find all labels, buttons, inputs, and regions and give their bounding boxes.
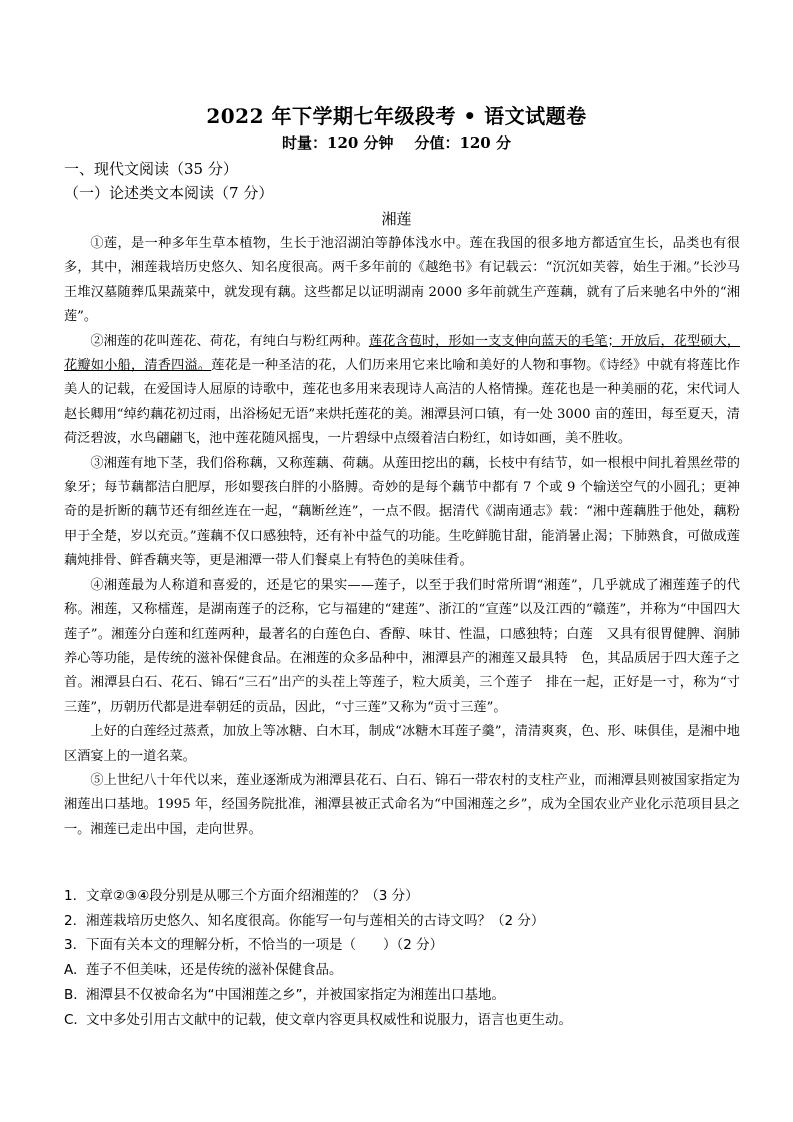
paragraph-2-underlined-sentence: 莲花含苞时，形如一支支伸向蓝天的毛笔；开放后，花型硕大，花瓣如小船，清香四溢。 <box>64 333 741 374</box>
paragraph-2-start: ②湘莲的花叫莲花、荷花，有纯白与粉红两种。 <box>90 333 369 349</box>
question-1 <box>64 884 740 909</box>
option-c-text: 文中多处引用古文献中的记载，使文章内容更具权威性和说服力，语言也更生动。 <box>86 1011 572 1028</box>
option-b <box>64 983 740 1008</box>
paragraph-5: ⑤上世纪八十年代以来，莲业逐渐成为湘潭县花石、白石、锦石一带农村的支柱产业，而湘潭县则被国家指定为湘莲出口基地。1995 年，经国务院批准，湘潭县被正式命名为“中国湘莲之乡”，成为全国农业产业化示范项目县之一。湘莲已走出中国，走向世界。 <box>64 772 740 837</box>
question-2-text: 湘莲栽培历史悠久、知名度很高。你能写一句与莲相关的古诗文吗？（2 分） <box>86 912 545 929</box>
paragraph-3: ③湘莲有地下茎，我们俗称藕，又称莲藕、荷藕。从莲田挖出的藕，长枝中有结节，如一根根中间扎着黑丝带的象牙；每节藕都洁白肥厚，形如婴孩白胖的小胳膊。奇妙的是每个藕节中都有 7 个或 9 个输送空气的小圆孔；更神奇的是折断的藕节还有细丝连在一起，“藕断丝连”，一点不假。据清代《湖南通志》载：“湘中莲藕胜于他处，藕粉甲于全楚，岁以充贡。”莲藕不仅口感独特，还有补中益气的功能。生吃鲜脆甘甜，能消暑止渴；下肺熟食，可做成莲藕炖排骨、鲜香藕夹等，更是湘潭一带人们餐桌上有特色的美味佳肴。 <box>64 455 740 569</box>
option-b-letter: B. <box>64 986 78 1003</box>
question-list <box>64 884 740 1032</box>
question-3-number: 3. <box>64 937 77 954</box>
exam-title: 2022 年下学期七年级段考 • 语文试题卷 <box>206 104 587 128</box>
question-2-number: 2. <box>64 912 77 929</box>
article-body <box>64 232 740 842</box>
paragraph-1: ①莲，是一种多年生草本植物，生长于池沼湖泊等静体浅水中。莲在我国的很多地方都适宜生长，品类也有很多，其中，湘莲栽培历史悠久、知名度很高。两千多年前的《越绝书》有记载云：“沉沉如芙蓉，始生于湘。”长沙马王堆汉墓随葬瓜果蔬菜中，就发现有藕。这些都足以证明湖南 2000 多年前就生产莲藕，就有了后来驰名中外的“湘莲”。 <box>64 236 740 325</box>
option-a <box>64 958 740 983</box>
paragraph-2-end: 莲花是一种圣洁的花，人们历来用它来比喻和美好的人物和事物。《诗经》中就有将莲比作美人的记载，在爱国诗人屈原的诗歌中，莲花也多用来表现诗人高洁的人格情操。莲花也是一种美丽的花，宋代词人赵长卿用“绰约藕花初过雨，出浴杨妃无语”来烘托莲花的美。湘潭县河口镇，有一处 3000 亩的莲田，每至夏天，清荷泛碧波，水鸟翩翩飞，池中莲花随风摇曳，一片碧绿中点缀着洁白粉红，如诗如画，美不胜收。 <box>64 358 741 447</box>
option-a-letter: A. <box>64 962 78 979</box>
article-title: 湘莲 <box>381 210 412 228</box>
option-c-letter: C. <box>64 1011 78 1028</box>
option-b-text: 湘潭县不仅被命名为“中国湘莲之乡”，并被国家指定为湘莲出口基地。 <box>86 986 505 1003</box>
question-1-number: 1. <box>64 888 77 904</box>
paragraph-4-continued: 上好的白莲经过蒸煮，加放上等冰糖、白木耳，制成“冰糖木耳莲子羹”，清清爽爽，色、形、味俱佳，是湘中地区酒宴上的一道名菜。 <box>64 724 740 764</box>
subsection-heading-argumentative: （一）论述类文本阅读（7 分） <box>64 184 274 202</box>
option-c <box>64 1008 740 1033</box>
question-3-text: 下面有关本文的理解分析，不恰当的一项是（ ）（2 分） <box>86 937 444 954</box>
section-heading-reading: 一、现代文阅读（35 分） <box>64 160 238 178</box>
paragraph-2 <box>64 330 740 452</box>
question-2 <box>64 909 740 934</box>
option-a-text: 莲子不但美味，还是传统的滋补保健食品。 <box>86 962 343 979</box>
exam-time-score: 时量：120 分钟 分值：120 分 <box>282 134 511 152</box>
question-1-text: 文章②③④段分别是从哪三个方面介绍湘莲的？（3 分） <box>86 888 419 904</box>
paragraph-4: ④湘莲最为人称道和喜爱的，还是它的果实——莲子，以至于我们时常所谓“湘莲”，几乎就成了湘莲莲子的代称。湘莲，又称檑莲，是湖南莲子的泛称，它与福建的“建莲”、浙江的“宣莲”以及江西的“赣莲”，并称为“中国四大莲子”。湘莲分白莲和红莲两种，最著名的白莲色白、香醇、味甘、性温，口感独特；白莲 又具有很胃健脾、润肺养心等功能，是传统的滋补保健食品。在湘莲的众多品种中，湘潭县产的湘莲又最具特 色，其品质居于四大莲子之首。湘潭县白石、花石、锦石“三石”出产的头茬上等莲子，粒大质美，三个莲子 排在一起，正好是一寸，称为“寸三莲”，历朝历代都是进奉朝廷的贡品，因此，“寸三莲”又称为“贡寸三莲”。 <box>64 577 740 715</box>
question-3 <box>64 933 740 958</box>
